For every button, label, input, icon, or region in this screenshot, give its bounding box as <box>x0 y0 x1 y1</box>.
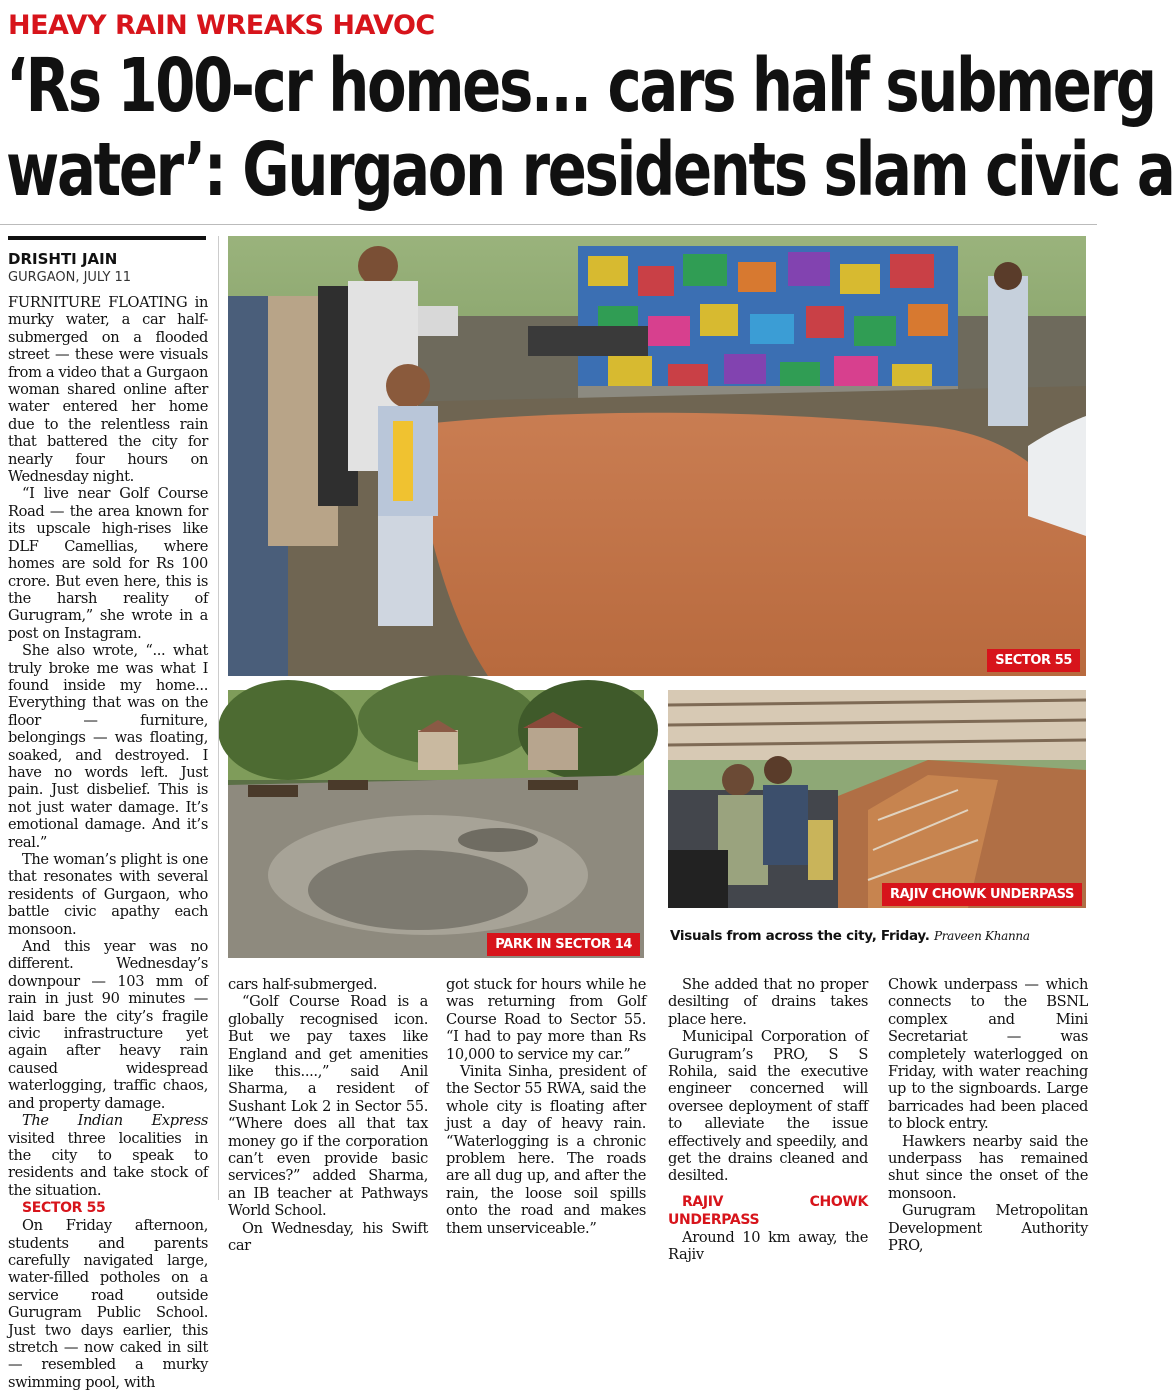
paragraph-text: in murky water, a car half-submerged on a flooded street — these were visuals from a video that a Gurgaon woman shared online after water entered her home due to the relentless rain that battered the city for nearly four hours on Wednesday night. <box>8 294 208 486</box>
article-column-5 <box>888 976 1088 1255</box>
article-column-2 <box>228 976 428 1255</box>
article-column-1 <box>8 294 208 1391</box>
article-paragraph: “Golf Course Road is a globally recognised icon. But we pay taxes like England and get amenities like this....,” said Anil Sharma, a resident of Sushant Lok 2 in Sector 55. “Where does all that tax money go if the corporation can’t even provide basic services?” added Sharma, an IB teacher at Pathways World School. <box>228 993 428 1220</box>
article-paragraph: Municipal Corporation of Gurugram’s PRO, S S Rohila, said the executive engineer concerned will oversee deployment of staff to alleviate the issue effectively and speedily, and get the drains cleaned and desilted. <box>668 1028 868 1185</box>
headline-rule <box>0 224 1097 225</box>
photo-park-sector-14 <box>228 690 644 958</box>
article-paragraph: Around 10 km away, the Rajiv <box>668 1228 868 1264</box>
article-paragraph: The woman’s plight is one that resonates with several residents of Gurgaon, who battle civic apathy each monsoon. <box>8 851 208 938</box>
headline-line-1: ‘Rs 100-cr homes... cars half submerg <box>6 43 1155 129</box>
article-paragraph: Hawkers nearby said the underpass has remained shut since the onset of the monsoon. <box>888 1132 1088 1202</box>
article-column-3 <box>446 976 646 1237</box>
article-paragraph: And this year was no different. Wednesday’s downpour — 103 mm of rain in just 90 minutes — laid bare the city’s fragile civic infrastructure yet again after heavy rain caused widespread waterlogging, traffic chaos, and property damage. <box>8 938 208 1112</box>
paragraph-text: visited three localities in the city to speak to residents and take stock of the situation. <box>8 1129 208 1199</box>
article-paragraph: Chowk underpass — which connects to the BSNL complex and Mini Secretariat — was completely waterlogged on Friday, with water reaching up to the signboards. Large barricades had been placed to block entry. <box>888 976 1088 1133</box>
photo-caption <box>670 928 1030 944</box>
caption-text: Visuals from across the city, Friday. <box>670 928 930 944</box>
article-paragraph: On Wednesday, his Swift car <box>228 1219 428 1255</box>
lead-words: FURNITURE FLOATING <box>8 294 188 311</box>
article-column-4 <box>668 976 868 1264</box>
headline <box>6 43 1173 224</box>
article-paragraph: She added that no proper desilting of drains takes place here. <box>668 976 868 1028</box>
article-paragraph: On Friday afternoon, students and parents carefully navigated large, water-filled potholes on a service road outside Gurugram Public School. Just two days earlier, this stretch — now caked in silt — resembled a murky swimming pool, with <box>8 1217 208 1391</box>
photo-credit: Praveen Khanna <box>933 929 1030 943</box>
article-paragraph <box>8 294 208 485</box>
photo-tag-sector-55: SECTOR 55 <box>987 649 1080 672</box>
subhead-sector-55: SECTOR 55 <box>22 1200 106 1217</box>
article-paragraph: got stuck for hours while he was returning from Golf Course Road to Sector 55. “I had to pay more than Rs 10,000 to service my car.” <box>446 976 646 1063</box>
article-paragraph <box>8 1112 208 1199</box>
publication-name: The Indian Express <box>22 1112 208 1130</box>
photo-tag-rajiv-chowk-underpass: RAJIV CHOWK UNDERPASS <box>882 883 1082 906</box>
headline-line-2: water’: Gurgaon residents slam civic a <box>6 127 1173 213</box>
article-paragraph: “I live near Golf Course Road — the area known for its upscale high-rises like DLF Camellias, where homes are sold for Rs 100 crore. But even here, this is the harsh reality of Gurugram,” she wrote in a post on Instagram. <box>8 485 208 642</box>
section-kicker: HEAVY RAIN WREAKS HAVOC <box>8 10 435 41</box>
photo-sector-55 <box>228 236 1086 676</box>
photo-rajiv-chowk-underpass <box>668 690 1086 908</box>
article-paragraph: Vinita Sinha, president of the Sector 55 RWA, said the whole city is floating after just a day of heavy rain. “Waterlogging is a chronic problem here. The roads are all dug up, and after the rain, the loose soil spills onto the road and makes them unserviceable.” <box>446 1063 646 1237</box>
byline-bar <box>8 236 206 240</box>
article-paragraph: She also wrote, “... what truly broke me was what I found inside my home... Everything that was on the floor — furniture, belongings — was floating, soaked, and destroyed. I have no words left. Just pain. Just disbelief. This is not just water damage. It’s emotional damage. And it’s real.” <box>8 642 208 851</box>
subhead-rajiv-chowk-underpass: RAJIV CHOWK UNDERPASS <box>668 1193 868 1228</box>
column-rule <box>218 236 219 1200</box>
article-paragraph: cars half-submerged. <box>228 976 378 993</box>
byline-author: DRISHTI JAIN <box>8 250 118 268</box>
photo-tag-park-sector-14: PARK IN SECTOR 14 <box>487 933 640 956</box>
dateline: GURGAON, JULY 11 <box>8 270 132 285</box>
article-paragraph: Gurugram Metropolitan Development Authority PRO, <box>888 1202 1088 1255</box>
